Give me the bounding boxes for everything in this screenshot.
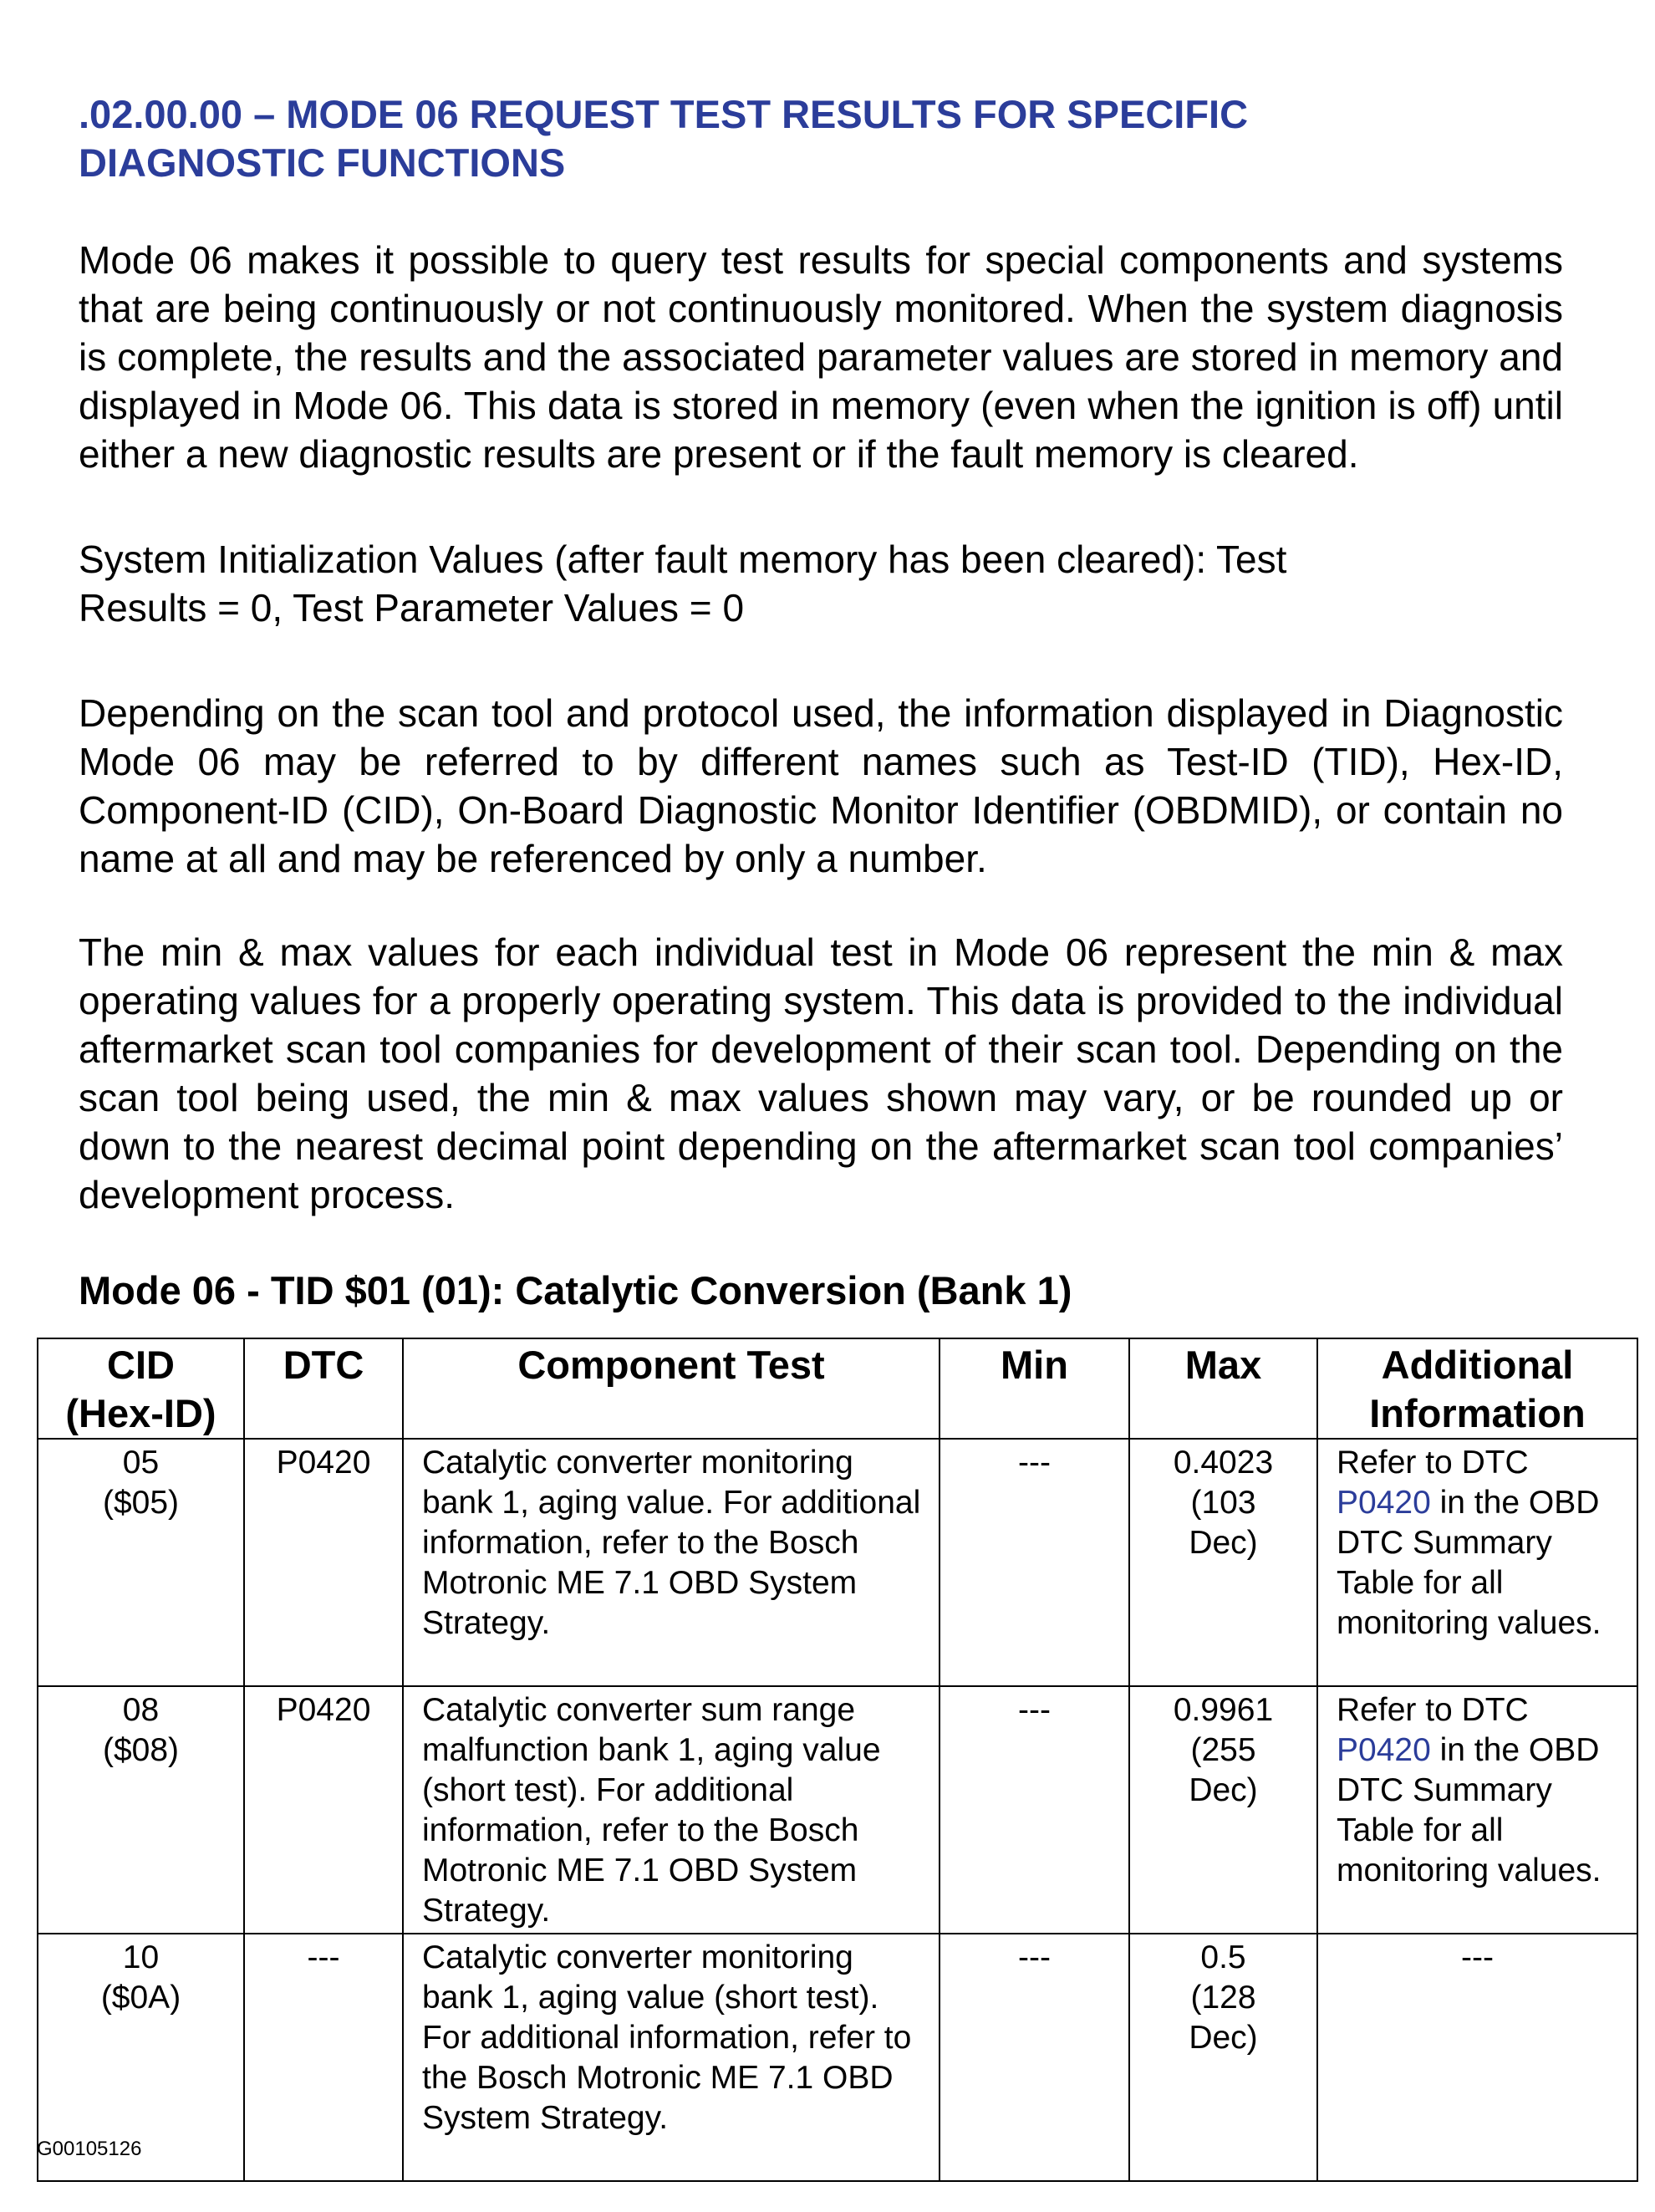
hex-id-value: ($0A) — [100, 1980, 181, 2016]
cell-min: --- — [940, 1439, 1129, 1686]
max-dec-line-2: Dec) — [1189, 2020, 1258, 2056]
cell-max — [1129, 1686, 1317, 1934]
naming-paragraph-text: Depending on the scan tool and protocol used, the information displayed in Diagnostic Mode 06 may be referred to by different names such as Test-ID (TID), Hex-ID, Component-ID (CID), On-Board Diagnostic Monitor Identifier (OBDMID), or contain no name at all and may be referenced by only a number. — [79, 691, 1563, 880]
cid-value: 08 — [122, 1692, 160, 1728]
cell-additional-information — [1317, 1686, 1637, 1934]
header-dtc: DTC — [244, 1338, 403, 1439]
header-info-line-2: Information — [1369, 1391, 1586, 1435]
min-max-paragraph — [79, 928, 1563, 1219]
cell-cid — [38, 1686, 244, 1934]
info-prefix: Refer to DTC — [1337, 1445, 1529, 1481]
mode06-results-table — [37, 1338, 1638, 2182]
cell-cid — [38, 1439, 244, 1686]
cell-component-test: Catalytic converter sum range malfunction bank 1, aging value (short test). For additional information, refer to the Bosch Motronic ME 7.1 OBD System Strategy. — [403, 1686, 940, 1934]
max-dec-line-2: Dec) — [1189, 1772, 1258, 1808]
cid-value: 10 — [122, 1939, 160, 1975]
header-cid-line-2: (Hex-ID) — [65, 1391, 216, 1435]
section-heading-line-2: DIAGNOSTIC FUNCTIONS — [79, 140, 566, 185]
info-prefix: Refer to DTC — [1337, 1692, 1529, 1728]
cell-max — [1129, 1439, 1317, 1686]
max-value: 0.5 — [1200, 1939, 1246, 1975]
info-suffix: in the OBD DTC Summary Table for all monitoring values. — [1337, 1485, 1602, 1641]
max-dec-line-1: (103 — [1190, 1485, 1256, 1521]
section-heading — [79, 90, 1575, 187]
cell-component-test: Catalytic converter monitoring bank 1, aging value. For additional information, refer to the Bosch Motronic ME 7.1 OBD System Strategy. — [403, 1439, 940, 1686]
initialization-line-1: System Initialization Values (after fault memory has been cleared): Test — [79, 538, 1287, 581]
max-dec-line-1: (128 — [1190, 1980, 1256, 2016]
cell-dtc: P0420 — [244, 1686, 403, 1934]
hex-id-value: ($05) — [102, 1485, 180, 1521]
cell-component-test: Catalytic converter monitoring bank 1, aging value (short test). For additional information, refer to the Bosch Motronic ME 7.1 OBD System Strategy. — [403, 1934, 940, 2181]
cell-dtc: P0420 — [244, 1439, 403, 1686]
dtc-link[interactable]: P0420 — [1337, 1485, 1431, 1521]
cell-additional-information — [1317, 1439, 1637, 1686]
table-row — [38, 1686, 1637, 1934]
table-header-row — [38, 1338, 1637, 1439]
cid-value: 05 — [122, 1445, 160, 1481]
table-title: Mode 06 - TID $01 (01): Catalytic Conversion (Bank 1) — [79, 1268, 1072, 1312]
header-min: Min — [940, 1338, 1129, 1439]
max-dec-line-2: Dec) — [1189, 1525, 1258, 1561]
max-value: 0.9961 — [1173, 1692, 1274, 1728]
cell-min: --- — [940, 1934, 1129, 2181]
header-component-test: Component Test — [403, 1338, 940, 1439]
hex-id-value: ($08) — [102, 1732, 180, 1768]
max-value: 0.4023 — [1173, 1445, 1274, 1481]
intro-paragraph — [79, 236, 1563, 478]
initialization-paragraph — [79, 535, 1500, 632]
table-row — [38, 1439, 1637, 1686]
initialization-line-2: Results = 0, Test Parameter Values = 0 — [79, 586, 745, 629]
section-heading-line-1: .02.00.00 – MODE 06 REQUEST TEST RESULTS FOR SPECIFIC — [79, 92, 1249, 136]
dtc-link[interactable]: P0420 — [1337, 1732, 1431, 1768]
cell-dtc: --- — [244, 1934, 403, 2181]
header-max: Max — [1129, 1338, 1317, 1439]
table-row — [38, 1934, 1637, 2181]
cell-additional-information: --- — [1317, 1934, 1637, 2181]
cell-min: --- — [940, 1686, 1129, 1934]
info-suffix: in the OBD DTC Summary Table for all monitoring values. — [1337, 1732, 1602, 1888]
intro-paragraph-text: Mode 06 makes it possible to query test results for special components and systems that are being continuously or not continuously monitored. When the system diagnosis is complete, the results and the associated parameter values are stored in memory and displayed in Mode 06. This data is stored in memory (even when the ignition is off) until either a new diagnostic results are present or if the fault memory is cleared. — [79, 238, 1563, 476]
header-info-line-1: Additional — [1381, 1343, 1574, 1387]
max-dec-line-1: (255 — [1190, 1732, 1256, 1768]
min-max-paragraph-text: The min & max values for each individual test in Mode 06 represent the min & max operating values for a properly operating system. This data is provided to the individual aftermarket scan tool companies for development of their scan tool. Depending on the scan tool being used, the min & max values shown may vary, or be rounded up or down to the nearest decimal point depending on the aftermarket scan tool companies’ development process. — [79, 930, 1563, 1216]
naming-paragraph — [79, 689, 1563, 883]
header-cid-line-1: CID — [107, 1343, 175, 1387]
header-additional-information — [1317, 1338, 1637, 1439]
header-cid — [38, 1338, 244, 1439]
figure-code: G00105126 — [37, 2138, 142, 2160]
cell-max — [1129, 1934, 1317, 2181]
